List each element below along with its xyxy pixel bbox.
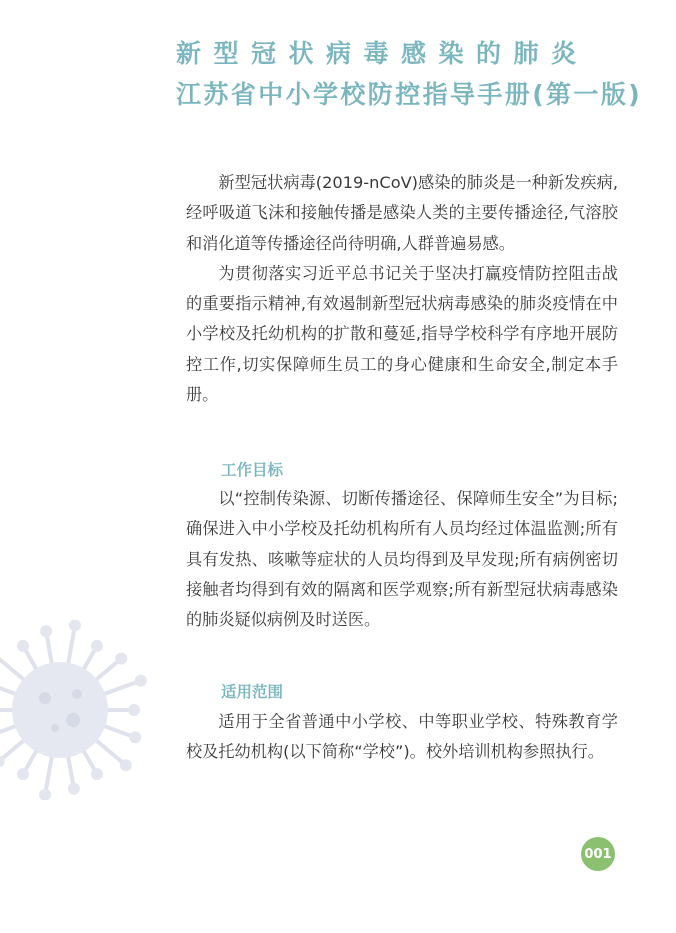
page-title-line-1: 新型冠状病毒感染的肺炎 [176,39,589,68]
section-heading-scope: 适用范围 [221,683,284,701]
scope-section [186,707,618,768]
scope-paragraph: 适用于全省普通中小学校、中等职业学校、特殊教育学校及托幼机构(以下简称“学校”)。校外培训机构参照执行。 [186,712,618,762]
goals-section [186,484,618,635]
virus-illustration-icon [0,620,185,800]
intro-paragraph-1: 新型冠状病毒(2019-nCoV)感染的肺炎是一种新发疾病,经呼吸道飞沫和接触传播是感染人类的主要传播途径,气溶胶和消化道等传播途径尚待明确,人群普遍易感。 [186,173,618,253]
page-number-badge: 001 [581,837,615,871]
intro-paragraph-2: 为贯彻落实习近平总书记关于坚决打赢疫情防控阻击战的重要指示精神,有效遏制新型冠状病毒感染的肺炎疫情在中小学校及托幼机构的扩散和蔓延,指导学校科学有序地开展防控工作,切实保障师生员工的身心健康和生命安全,制定本手册。 [186,263,618,405]
goals-paragraph: 以“控制传染源、切断传播途径、保障师生安全”为目标;确保进入中小学校及托幼机构所有人员均经过体温监测;所有具有发热、咳嗽等症状的人员均得到及早发现;所有病例密切接触者均得到有效的隔离和医学观察;所有新型冠状病毒感染的肺炎疑似病例及时送医。 [186,489,618,630]
page-title-line-2: 江苏省中小学校防控指导手册(第一版) [176,80,643,109]
section-heading-goals: 工作目标 [221,461,284,479]
intro-section [186,168,618,410]
